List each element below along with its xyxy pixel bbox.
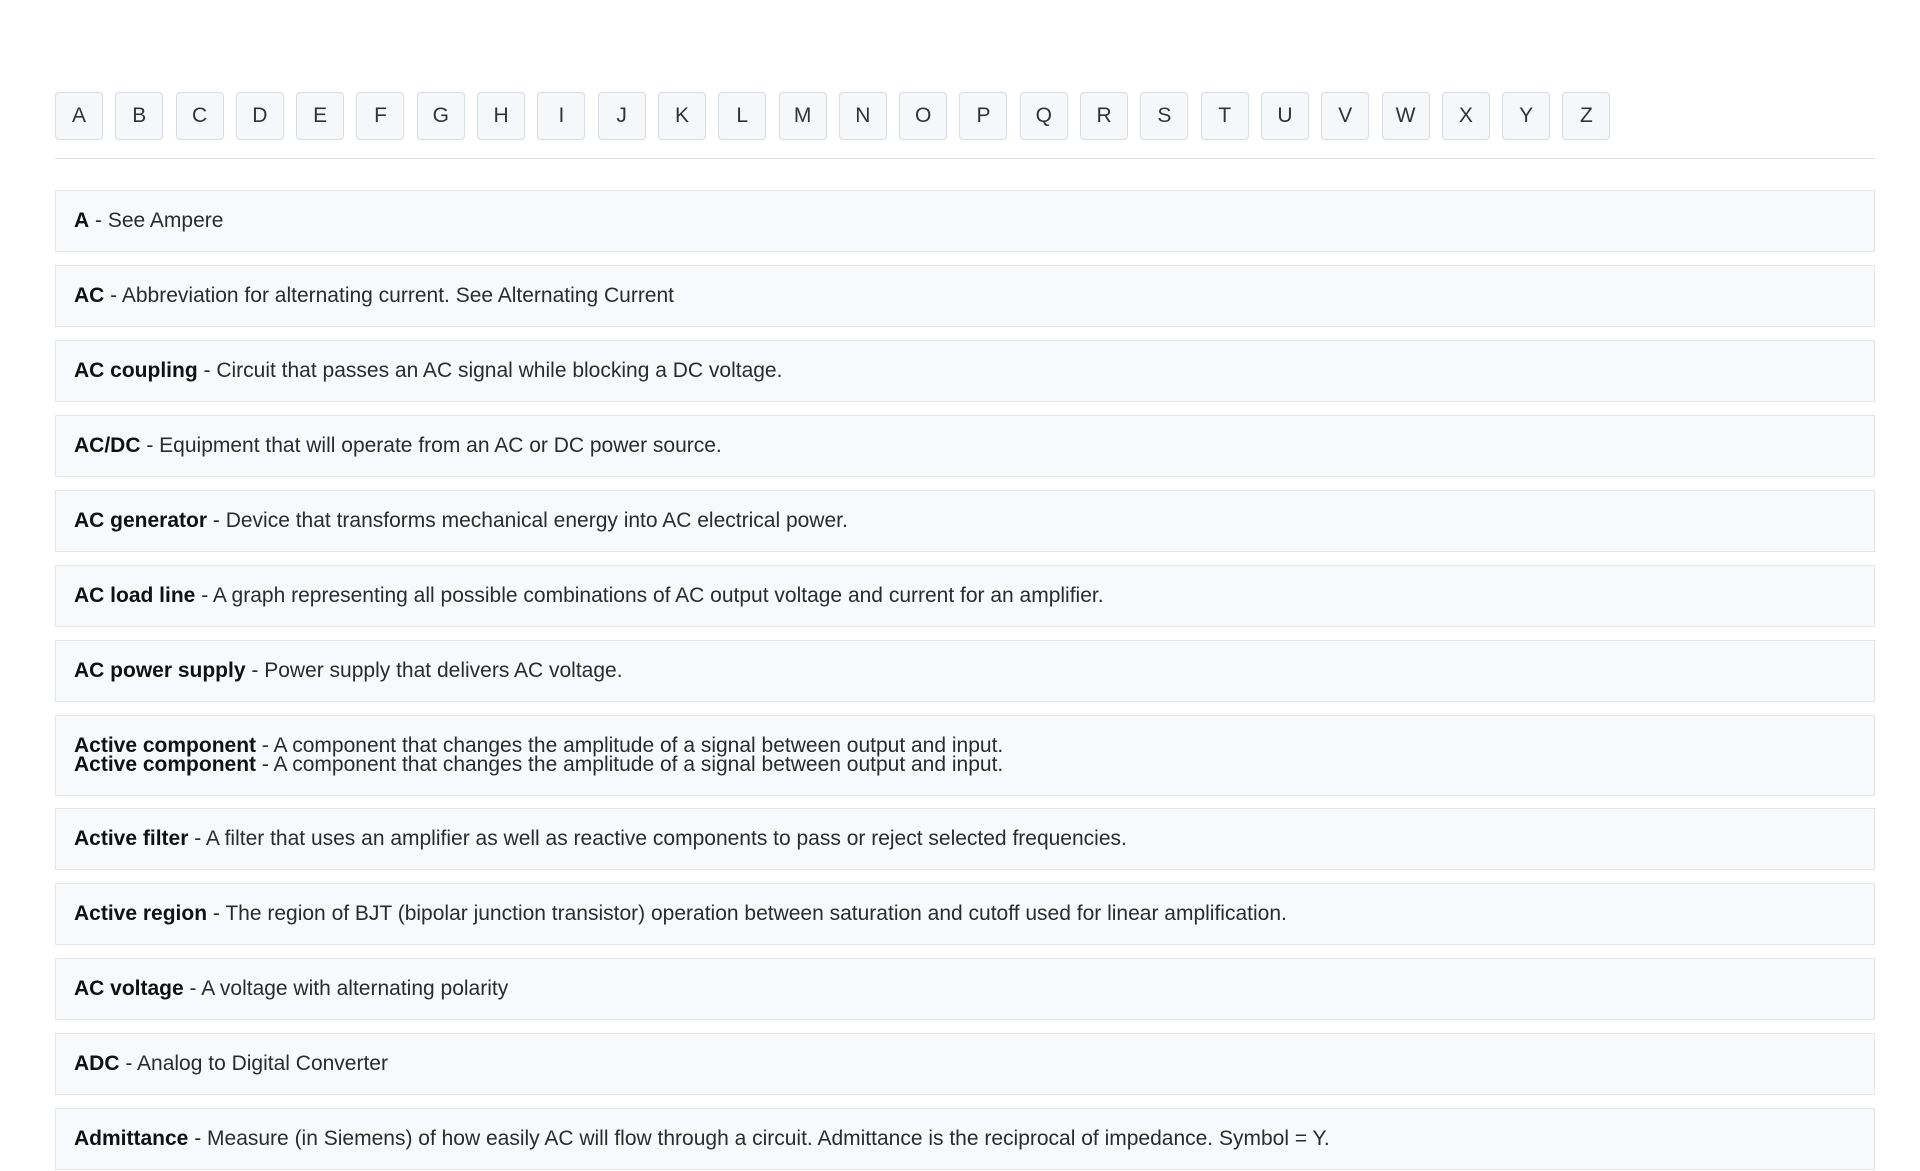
letter-button-t[interactable]: T: [1201, 92, 1249, 140]
term-name: AC load line: [74, 584, 196, 607]
term-name: AC: [74, 284, 105, 307]
letter-button-f[interactable]: F: [356, 92, 404, 140]
term-line-duplicate: [74, 755, 1856, 774]
term-name: Active region: [74, 902, 208, 925]
letter-button-w[interactable]: W: [1382, 92, 1430, 140]
term-definition: A voltage with alternating polarity: [201, 977, 509, 1000]
term-separator: -: [207, 902, 226, 925]
glossary-entry: [55, 715, 1875, 796]
letter-button-d[interactable]: D: [236, 92, 284, 140]
letter-button-o[interactable]: O: [899, 92, 947, 140]
letter-button-j[interactable]: J: [598, 92, 646, 140]
letter-button-n[interactable]: N: [839, 92, 887, 140]
term-name: A: [74, 209, 90, 232]
term-definition: Analog to Digital Converter: [137, 1052, 388, 1075]
term-definition: A component that changes the amplitude of a signal between output and input.: [273, 734, 1004, 757]
glossary-entry: [55, 808, 1875, 870]
letter-button-l[interactable]: L: [718, 92, 766, 140]
term-name: Active filter: [74, 827, 189, 850]
term-definition: A filter that uses an amplifier as well as reactive components to pass or reject selected frequencies.: [205, 827, 1127, 850]
letter-button-u[interactable]: U: [1261, 92, 1309, 140]
term-definition: Power supply that delivers AC voltage.: [264, 659, 623, 682]
term-definition: See Ampere: [107, 209, 224, 232]
term-separator: -: [195, 584, 213, 607]
letter-navigation: [55, 92, 1875, 140]
letter-button-y[interactable]: Y: [1502, 92, 1550, 140]
letter-button-h[interactable]: H: [477, 92, 525, 140]
term-name: AC coupling: [74, 359, 198, 382]
term-name: AC generator: [74, 509, 208, 532]
letter-button-r[interactable]: R: [1080, 92, 1128, 140]
glossary-entry: [55, 640, 1875, 702]
glossary-entry: [55, 490, 1875, 552]
term-name: AC voltage: [74, 977, 184, 1000]
term-separator: -: [140, 434, 160, 457]
term-definition: Equipment that will operate from an AC or DC power source.: [159, 434, 722, 457]
term-definition: The region of BJT (bipolar junction transistor) operation between saturation and cutoff used for linear amplification.: [225, 902, 1287, 925]
letter-button-s[interactable]: S: [1140, 92, 1188, 140]
term-separator: -: [256, 734, 274, 757]
letter-button-q[interactable]: Q: [1020, 92, 1068, 140]
term-name: AC/DC: [74, 434, 141, 457]
term-definition: Abbreviation for alternating current. See Alternating Current: [121, 284, 675, 307]
glossary-entry: [55, 265, 1875, 327]
letter-button-g[interactable]: G: [417, 92, 465, 140]
glossary-entry: [55, 1033, 1875, 1095]
letter-button-i[interactable]: I: [537, 92, 585, 140]
letter-button-v[interactable]: V: [1321, 92, 1369, 140]
term-separator: -: [207, 509, 226, 532]
glossary-entry: [55, 190, 1875, 252]
term-separator: -: [183, 977, 202, 1000]
term-definition: Measure (in Siemens) of how easily AC will flow through a circuit. Admittance is the reciprocal of impedance. Symbol = Y.: [207, 1127, 1330, 1150]
letter-button-p[interactable]: P: [959, 92, 1007, 140]
term-separator: -: [197, 359, 217, 382]
term-separator: -: [188, 827, 206, 850]
letter-button-c[interactable]: C: [176, 92, 224, 140]
glossary-entry: [55, 415, 1875, 477]
glossary-entry: [55, 340, 1875, 402]
glossary-entry: [55, 883, 1875, 945]
term-definition: Device that transforms mechanical energy into AC electrical power.: [225, 509, 848, 532]
letter-button-x[interactable]: X: [1442, 92, 1490, 140]
term-name: Active component: [74, 734, 257, 757]
term-separator: -: [245, 659, 265, 682]
term-definition: Circuit that passes an AC signal while blocking a DC voltage.: [216, 359, 783, 382]
letter-button-k[interactable]: K: [658, 92, 706, 140]
glossary-entry: [55, 958, 1875, 1020]
term-name: Active component: [74, 753, 257, 776]
term-definition: A graph representing all possible combinations of AC output voltage and current for an amplifier.: [212, 584, 1104, 607]
term-name: Admittance: [74, 1127, 189, 1150]
letter-button-a[interactable]: A: [55, 92, 103, 140]
term-separator: -: [188, 1127, 208, 1150]
term-separator: -: [89, 209, 108, 232]
glossary-list: [55, 190, 1875, 1171]
term-separator: -: [119, 1052, 138, 1075]
term-name: ADC: [74, 1052, 120, 1075]
glossary-entry: [55, 1108, 1875, 1170]
letter-button-e[interactable]: E: [296, 92, 344, 140]
term-definition: A component that changes the amplitude of a signal between output and input.: [273, 753, 1004, 776]
letter-button-b[interactable]: B: [115, 92, 163, 140]
term-name: AC power supply: [74, 659, 246, 682]
glossary-entry: [55, 565, 1875, 627]
letter-button-z[interactable]: Z: [1562, 92, 1610, 140]
term-separator: -: [104, 284, 122, 307]
term-separator: -: [256, 753, 274, 776]
divider: [55, 158, 1875, 159]
letter-button-m[interactable]: M: [779, 92, 827, 140]
